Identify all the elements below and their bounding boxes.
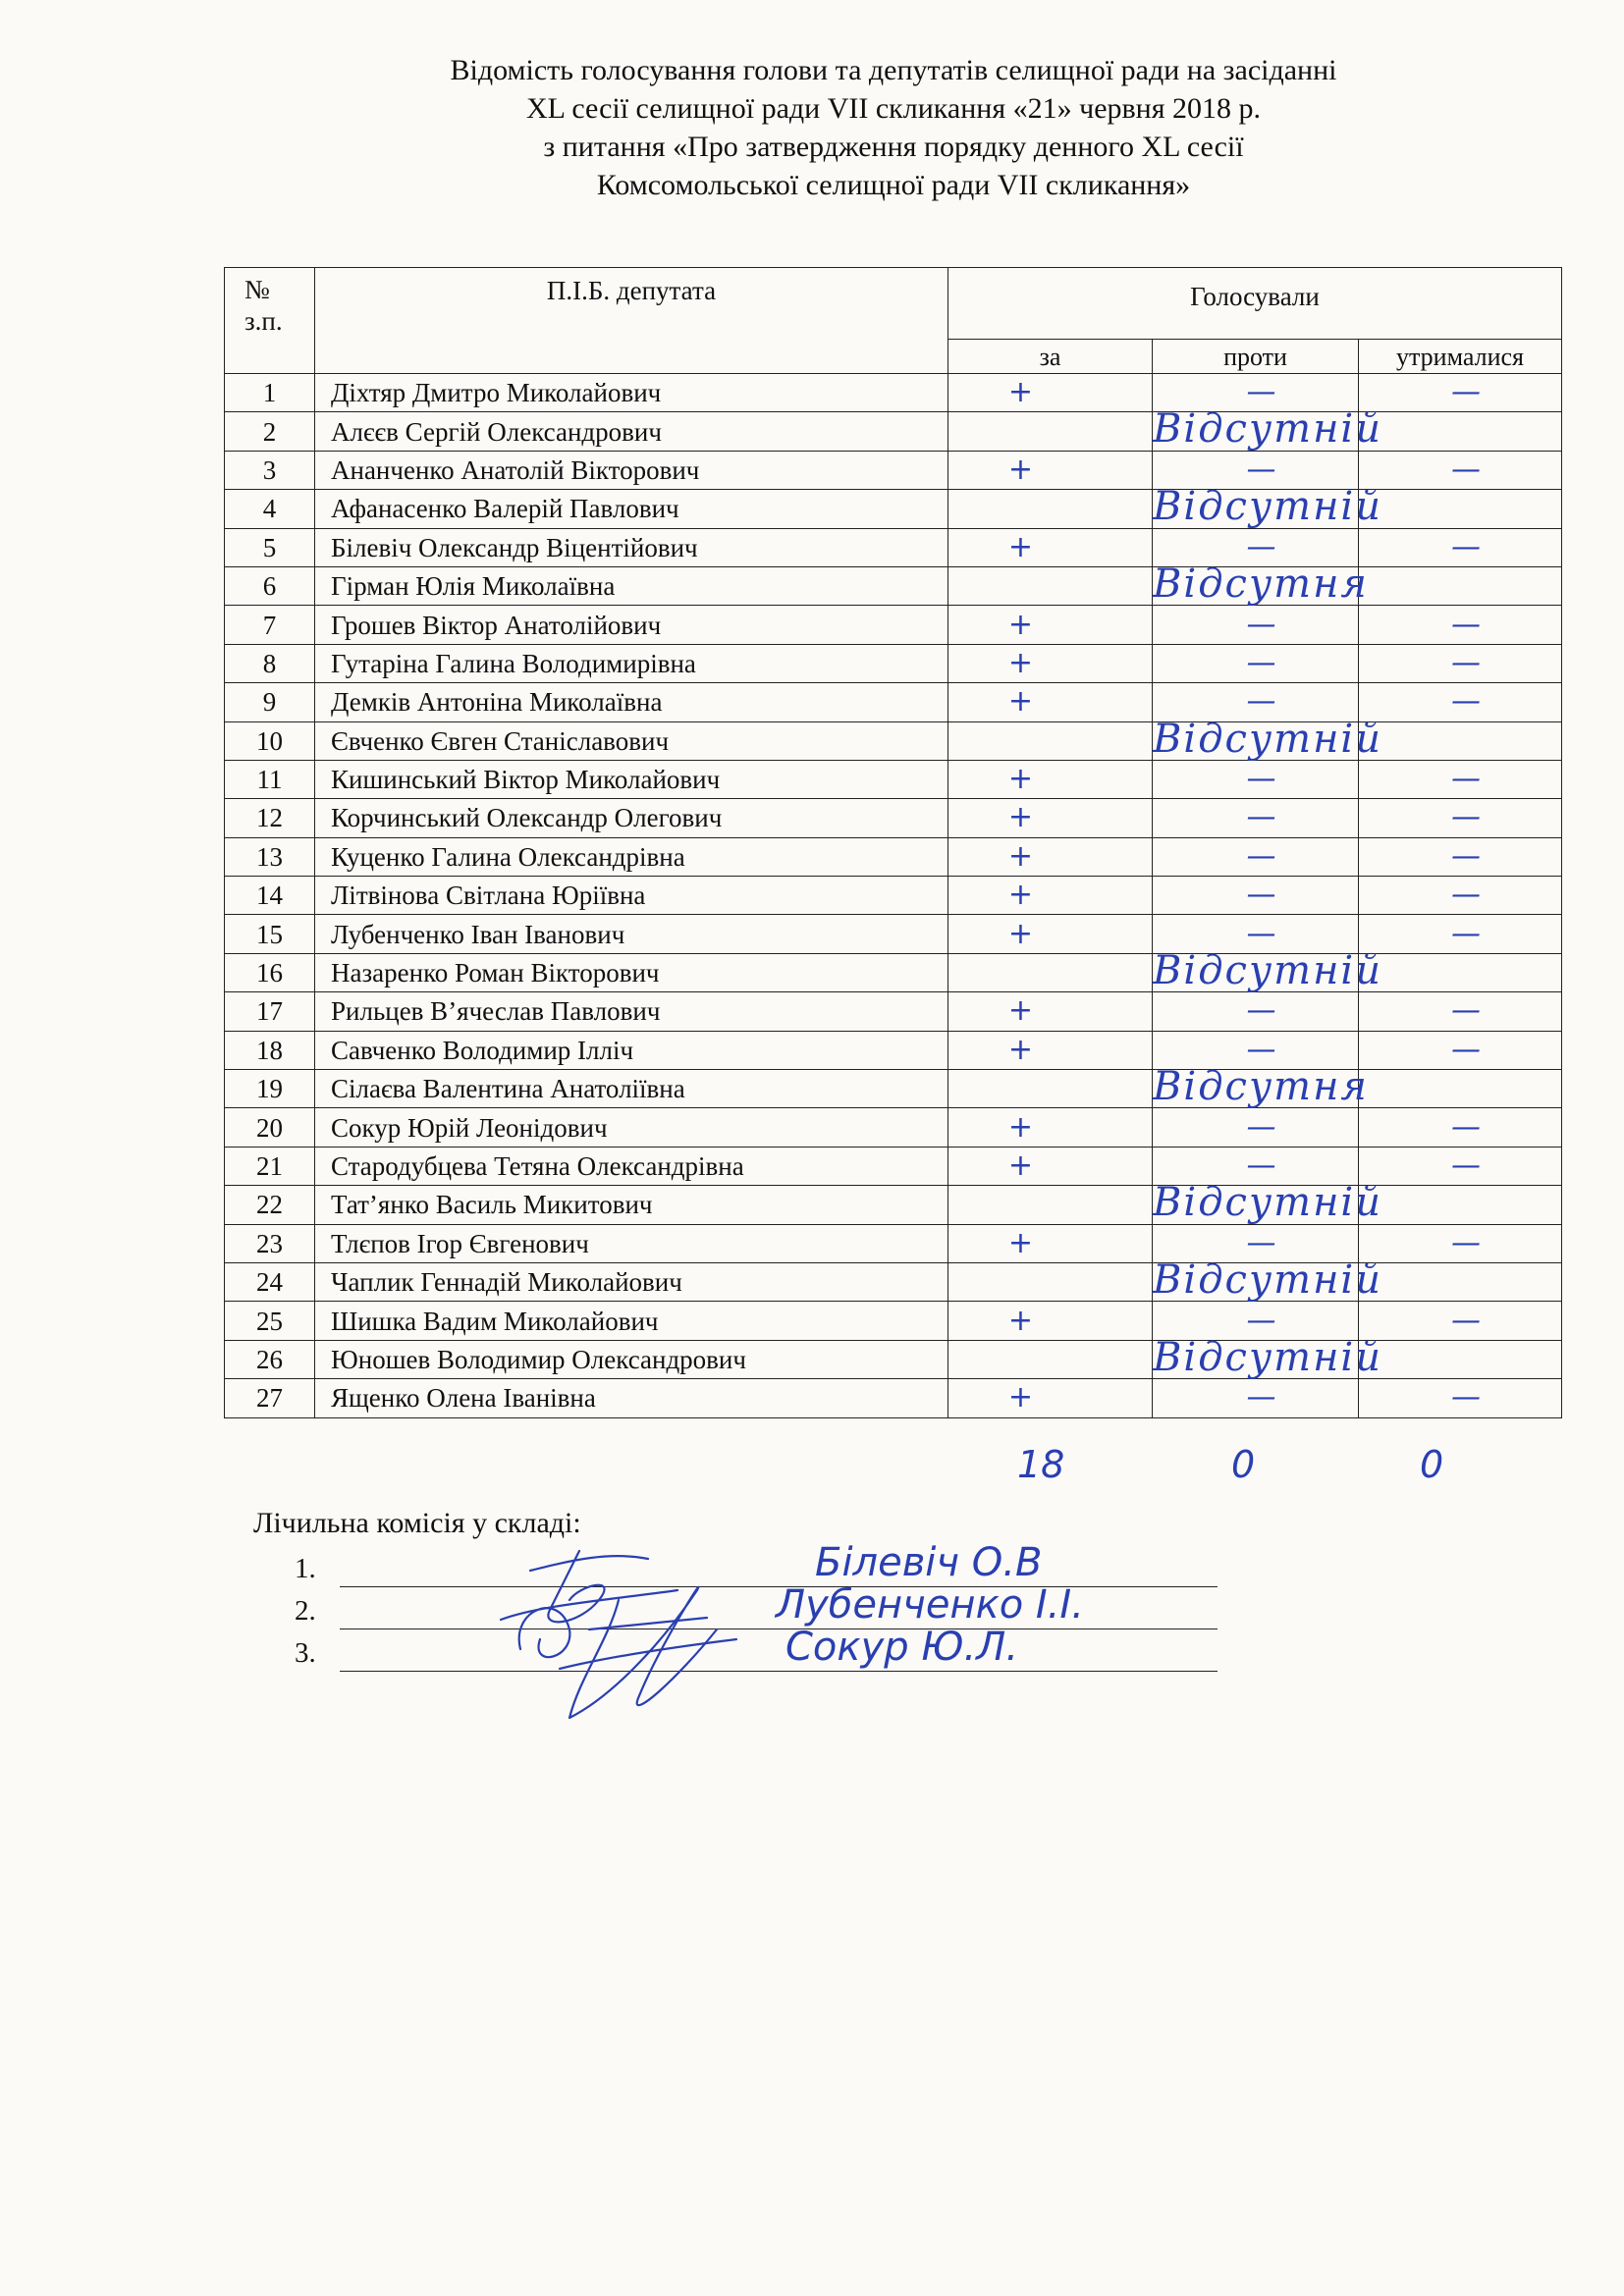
- vote-for-cell: [948, 992, 1153, 1031]
- table-row: [225, 412, 1562, 451]
- deputy-name: Грошев Віктор Анатолійович: [315, 606, 948, 644]
- vote-abstained-cell: [1359, 1302, 1562, 1340]
- vote-for-cell: [948, 1186, 1153, 1224]
- vote-against-mark: —: [1246, 1380, 1276, 1415]
- total-abstained: 0: [1420, 1443, 1444, 1486]
- row-number: 20: [225, 1108, 315, 1147]
- vote-against-cell: [1153, 877, 1359, 915]
- vote-for-mark: +: [1007, 878, 1034, 913]
- commission-member-name: Білевіч О.В: [815, 1540, 1043, 1585]
- row-number: 9: [225, 683, 315, 721]
- vote-abstained-mark: —: [1451, 1109, 1481, 1145]
- vote-for-mark: +: [1007, 375, 1034, 410]
- table-row: [225, 953, 1562, 991]
- table-row: [225, 1186, 1562, 1224]
- row-number: 7: [225, 606, 315, 644]
- vote-for-mark: +: [1007, 838, 1034, 874]
- vote-against-mark: —: [1246, 645, 1276, 680]
- deputy-name: Куценко Галина Олександрівна: [315, 837, 948, 876]
- deputy-name: Лубенченко Іван Іванович: [315, 915, 948, 953]
- row-number: 5: [225, 528, 315, 566]
- row-number: 2: [225, 412, 315, 451]
- title-line-4: Комсомольської селищної ради VII скликання»: [596, 169, 1191, 201]
- row-number: 1: [225, 374, 315, 412]
- deputy-name: Гутаріна Галина Володимирівна: [315, 644, 948, 682]
- row-number: 25: [225, 1302, 315, 1340]
- row-number: 22: [225, 1186, 315, 1224]
- vote-for-cell: [948, 566, 1153, 605]
- vote-abstained-cell: [1359, 1108, 1562, 1147]
- deputy-name: Рильцев В’ячеслав Павлович: [315, 992, 948, 1031]
- deputy-name: Діхтяр Дмитро Миколайович: [315, 374, 948, 412]
- row-number: 4: [225, 490, 315, 528]
- deputy-name: Ананченко Анатолій Вікторович: [315, 451, 948, 489]
- commission-label: Лічильна комісія у складі:: [253, 1507, 581, 1539]
- vote-for-cell: [948, 837, 1153, 876]
- vote-abstained-cell: [1359, 992, 1562, 1031]
- vote-abstained-mark: —: [1451, 375, 1481, 410]
- vote-abstained-cell: [1359, 877, 1562, 915]
- vote-abstained-cell: [1359, 412, 1562, 451]
- vote-for-cell: [948, 953, 1153, 991]
- deputy-name: Білевіч Олександр Віцентійович: [315, 528, 948, 566]
- vote-abstained-mark: —: [1451, 607, 1481, 642]
- vote-for-cell: [948, 412, 1153, 451]
- vote-against-cell: [1153, 644, 1359, 682]
- vote-for-cell: [948, 1031, 1153, 1069]
- vote-for-mark: +: [1007, 452, 1034, 487]
- vote-for-cell: [948, 721, 1153, 760]
- vote-against-mark: —: [1246, 1303, 1276, 1338]
- vote-against-cell: [1153, 1180, 1382, 1226]
- deputy-name: Назаренко Роман Вікторович: [315, 953, 948, 991]
- vote-abstained-cell: [1359, 683, 1562, 721]
- table-row: [225, 721, 1562, 760]
- deputy-name: Тлєпов Ігор Євгенович: [315, 1224, 948, 1262]
- vote-abstained-cell: [1359, 606, 1562, 644]
- vote-for-cell: [948, 1147, 1153, 1185]
- vote-abstained-mark: —: [1451, 878, 1481, 913]
- deputy-name: Шишка Вадим Миколайович: [315, 1302, 948, 1340]
- vote-for-cell: [948, 877, 1153, 915]
- deputy-name: Стародубцева Тетяна Олександрівна: [315, 1147, 948, 1185]
- vote-for-cell: [948, 760, 1153, 798]
- row-number: 16: [225, 953, 315, 991]
- deputy-name: Тат’янко Василь Микитович: [315, 1186, 948, 1224]
- deputy-name: Сокур Юрій Леонідович: [315, 1108, 948, 1147]
- table-row: [225, 606, 1562, 644]
- total-for: 18: [1017, 1443, 1065, 1486]
- vote-against-cell: [1153, 484, 1382, 530]
- vote-for-cell: [948, 1070, 1153, 1108]
- vote-against-mark: —: [1246, 993, 1276, 1029]
- commission-member-name: Лубенченко І.І.: [776, 1582, 1084, 1628]
- absent-note: Відсутня: [1153, 1064, 1369, 1110]
- vote-abstained-mark: —: [1451, 645, 1481, 680]
- vote-abstained-mark: —: [1451, 1303, 1481, 1338]
- vote-against-mark: —: [1246, 684, 1276, 720]
- absent-note: Відсутній: [1153, 406, 1382, 453]
- row-number: 23: [225, 1224, 315, 1262]
- vote-for-cell: [948, 451, 1153, 489]
- row-number: 27: [225, 1379, 315, 1417]
- table-body: [225, 374, 1562, 1418]
- vote-for-mark: +: [1007, 645, 1034, 680]
- vote-against-cell: [1153, 992, 1359, 1031]
- row-number: 15: [225, 915, 315, 953]
- row-number: 14: [225, 877, 315, 915]
- vote-for-cell: [948, 683, 1153, 721]
- vote-for-cell: [948, 1224, 1153, 1262]
- title-line-2: XL сесії селищної ради VII скликання «21» червня 2018 р.: [525, 92, 1262, 125]
- vote-against-mark: —: [1246, 762, 1276, 797]
- deputy-name: Кишинський Віктор Миколайович: [315, 760, 948, 798]
- vote-abstained-mark: —: [1451, 762, 1481, 797]
- document-title: [236, 51, 1551, 204]
- vote-abstained-cell: [1359, 1379, 1562, 1417]
- vote-for-cell: [948, 915, 1153, 953]
- table-row: [225, 1108, 1562, 1147]
- vote-for-mark: +: [1007, 916, 1034, 951]
- vote-against-cell: [1153, 1379, 1359, 1417]
- vote-for-cell: [948, 1302, 1153, 1340]
- vote-against-cell: [1153, 837, 1359, 876]
- vote-for-mark: +: [1007, 762, 1034, 797]
- vote-totals: [0, 1443, 1624, 1492]
- vote-abstained-mark: —: [1451, 838, 1481, 874]
- commission-member-name: Сокур Ю.Л.: [785, 1625, 1019, 1670]
- vote-abstained-cell: [1359, 837, 1562, 876]
- commission-member-number: 2.: [295, 1595, 316, 1627]
- vote-against-mark: —: [1246, 607, 1276, 642]
- vote-for-mark: +: [1007, 1109, 1034, 1145]
- vote-for-cell: [948, 799, 1153, 837]
- vote-against-mark: —: [1246, 800, 1276, 835]
- table-row: [225, 1379, 1562, 1417]
- absent-note: Відсутня: [1153, 561, 1369, 607]
- header-for: за: [948, 340, 1153, 374]
- vote-against-cell: [1153, 606, 1359, 644]
- vote-against-mark: —: [1246, 1109, 1276, 1145]
- vote-against-mark: —: [1246, 878, 1276, 913]
- deputy-name: Чаплик Геннадій Миколайович: [315, 1262, 948, 1301]
- header-number: [225, 268, 315, 374]
- deputy-name: Літвінова Світлана Юріївна: [315, 877, 948, 915]
- vote-against-cell: [1153, 561, 1369, 607]
- table-row: [225, 837, 1562, 876]
- vote-for-cell: [948, 644, 1153, 682]
- table-row: [225, 1070, 1562, 1108]
- vote-abstained-mark: —: [1451, 800, 1481, 835]
- row-number: 10: [225, 721, 315, 760]
- vote-abstained-cell: [1359, 1224, 1562, 1262]
- vote-abstained-cell: [1359, 490, 1562, 528]
- vote-for-mark: +: [1007, 1303, 1034, 1338]
- signature-stroke: [530, 1551, 648, 1622]
- vote-abstained-mark: —: [1451, 452, 1481, 487]
- commission-member-number: 1.: [295, 1553, 316, 1584]
- vote-for-cell: [948, 606, 1153, 644]
- commission-member-number: 3.: [295, 1637, 316, 1669]
- row-number: 18: [225, 1031, 315, 1069]
- table-row: [225, 566, 1562, 605]
- vote-abstained-cell: [1359, 760, 1562, 798]
- vote-abstained-mark: —: [1451, 1380, 1481, 1415]
- vote-against-mark: —: [1246, 452, 1276, 487]
- vote-abstained-cell: [1359, 1262, 1562, 1301]
- deputy-name: Юношев Володимир Олександрович: [315, 1340, 948, 1378]
- absent-note: Відсутній: [1153, 716, 1382, 762]
- table-row: [225, 799, 1562, 837]
- vote-abstained-mark: —: [1451, 993, 1481, 1029]
- deputy-name: Афанасенко Валерій Павлович: [315, 490, 948, 528]
- vote-abstained-mark: —: [1451, 529, 1481, 564]
- table-row: [225, 490, 1562, 528]
- table-row: [225, 644, 1562, 682]
- vote-against-cell: [1153, 1256, 1382, 1303]
- vote-for-cell: [948, 374, 1153, 412]
- deputy-name: Гірман Юлія Миколаївна: [315, 566, 948, 605]
- row-number: 12: [225, 799, 315, 837]
- vote-abstained-cell: [1359, 644, 1562, 682]
- deputy-name: Ященко Олена Іванівна: [315, 1379, 948, 1417]
- table-row: [225, 1262, 1562, 1301]
- vote-for-mark: +: [1007, 529, 1034, 564]
- vote-against-cell: [1153, 1334, 1382, 1380]
- absent-note: Відсутній: [1153, 947, 1382, 993]
- total-against: 0: [1231, 1443, 1256, 1486]
- table-row: [225, 877, 1562, 915]
- vote-for-cell: [948, 1379, 1153, 1417]
- absent-note: Відсутній: [1153, 1256, 1382, 1303]
- vote-against-mark: —: [1246, 838, 1276, 874]
- vote-for-mark: +: [1007, 993, 1034, 1029]
- table-row: [225, 760, 1562, 798]
- title-line-1: Відомість голосування голови та депутатів селищної ради на засіданні: [450, 54, 1337, 86]
- row-number: 21: [225, 1147, 315, 1185]
- vote-against-cell: [1153, 1108, 1359, 1147]
- vote-abstained-cell: [1359, 799, 1562, 837]
- header-number-abbr: з.п.: [244, 306, 283, 336]
- row-number: 3: [225, 451, 315, 489]
- voting-table: [224, 267, 1562, 1418]
- vote-for-cell: [948, 490, 1153, 528]
- vote-for-cell: [948, 1340, 1153, 1378]
- vote-abstained-cell: [1359, 1186, 1562, 1224]
- vote-abstained-mark: —: [1451, 1225, 1481, 1260]
- vote-abstained-mark: —: [1451, 916, 1481, 951]
- vote-abstained-cell: [1359, 915, 1562, 953]
- table-row: [225, 1340, 1562, 1378]
- row-number: 8: [225, 644, 315, 682]
- vote-for-mark: +: [1007, 607, 1034, 642]
- vote-against-cell: [1153, 947, 1382, 993]
- vote-for-cell: [948, 1262, 1153, 1301]
- deputy-name: Євченко Євген Станіславович: [315, 721, 948, 760]
- vote-against-mark: —: [1246, 529, 1276, 564]
- vote-against-cell: [1153, 1064, 1369, 1110]
- vote-abstained-cell: [1359, 1031, 1562, 1069]
- vote-against-cell: [1153, 760, 1359, 798]
- header-number-symbol: №: [244, 275, 270, 304]
- table-row: [225, 992, 1562, 1031]
- absent-note: Відсутній: [1153, 1334, 1382, 1380]
- vote-abstained-cell: [1359, 566, 1562, 605]
- vote-against-mark: —: [1246, 1225, 1276, 1260]
- deputy-name: Алєєв Сергій Олександрович: [315, 412, 948, 451]
- vote-against-cell: [1153, 716, 1382, 762]
- vote-against-mark: —: [1246, 375, 1276, 410]
- vote-for-mark: +: [1007, 1148, 1034, 1183]
- vote-against-cell: [1153, 799, 1359, 837]
- vote-for-cell: [948, 1108, 1153, 1147]
- deputy-name: Сілаєва Валентина Анатоліївна: [315, 1070, 948, 1108]
- vote-for-cell: [948, 528, 1153, 566]
- row-number: 11: [225, 760, 315, 798]
- title-line-3: з питання «Про затвердження порядку денного XL сесії: [543, 131, 1244, 163]
- vote-abstained-cell: [1359, 1070, 1562, 1108]
- row-number: 19: [225, 1070, 315, 1108]
- absent-note: Відсутній: [1153, 484, 1382, 530]
- deputy-name: Корчинський Олександр Олегович: [315, 799, 948, 837]
- vote-abstained-cell: [1359, 953, 1562, 991]
- deputy-name: Демків Антоніна Миколаївна: [315, 683, 948, 721]
- vote-for-mark: +: [1007, 800, 1034, 835]
- vote-abstained-cell: [1359, 1340, 1562, 1378]
- vote-abstained-mark: —: [1451, 1032, 1481, 1067]
- vote-against-mark: —: [1246, 1148, 1276, 1183]
- absent-note: Відсутній: [1153, 1180, 1382, 1226]
- header-abstained: утрималися: [1359, 340, 1562, 374]
- row-number: 17: [225, 992, 315, 1031]
- row-number: 26: [225, 1340, 315, 1378]
- vote-abstained-cell: [1359, 374, 1562, 412]
- vote-abstained-cell: [1359, 721, 1562, 760]
- vote-abstained-mark: —: [1451, 1148, 1481, 1183]
- vote-abstained-cell: [1359, 451, 1562, 489]
- vote-for-mark: +: [1007, 1225, 1034, 1260]
- vote-against-cell: [1153, 406, 1382, 453]
- vote-for-mark: +: [1007, 1032, 1034, 1067]
- vote-abstained-cell: [1359, 528, 1562, 566]
- header-against: проти: [1153, 340, 1359, 374]
- vote-abstained-cell: [1359, 1147, 1562, 1185]
- vote-for-mark: +: [1007, 684, 1034, 720]
- row-number: 24: [225, 1262, 315, 1301]
- handwritten-signatures: [461, 1531, 776, 1747]
- header-voted: Голосували: [948, 268, 1562, 340]
- vote-for-mark: +: [1007, 1380, 1034, 1415]
- deputy-name: Савченко Володимир Ілліч: [315, 1031, 948, 1069]
- header-name: П.І.Б. депутата: [315, 268, 948, 374]
- vote-abstained-mark: —: [1451, 684, 1481, 720]
- vote-against-mark: —: [1246, 1032, 1276, 1067]
- vote-against-mark: —: [1246, 916, 1276, 951]
- signature-stroke: [560, 1618, 736, 1669]
- row-number: 6: [225, 566, 315, 605]
- row-number: 13: [225, 837, 315, 876]
